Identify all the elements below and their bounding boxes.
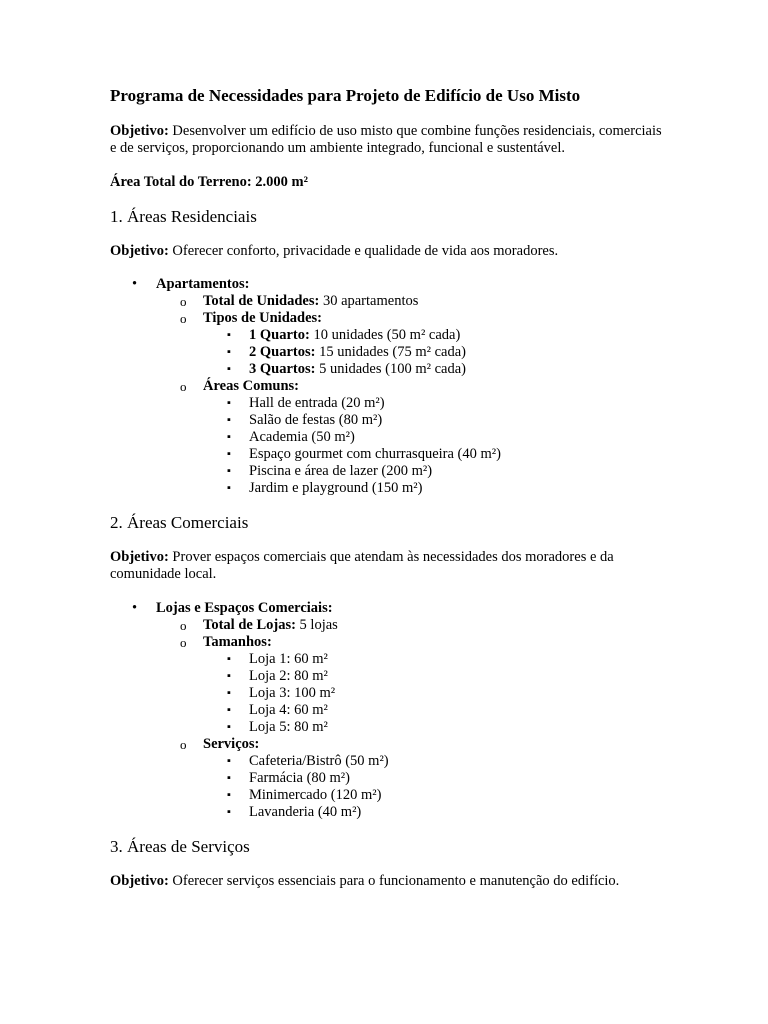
square-bullet-icon: ▪: [227, 397, 231, 409]
section-heading: 3. Áreas de Serviços: [110, 837, 250, 856]
square-bullet-icon: ▪: [227, 687, 231, 699]
item-text: Hall de entrada (20 m²): [249, 395, 385, 411]
circle-bullet-icon: o: [180, 635, 187, 650]
bullet-list: [110, 276, 670, 497]
square-bullet-icon: ▪: [227, 431, 231, 443]
objective-label: Objetivo:: [110, 549, 169, 565]
section-heading: 1. Áreas Residenciais: [110, 207, 257, 226]
circle-bullet-icon: o: [180, 618, 187, 633]
item-text: Jardim e playground (150 m²): [249, 480, 423, 496]
document-content: [110, 86, 670, 890]
square-bullet-icon: ▪: [227, 448, 231, 460]
list-item: [203, 480, 670, 497]
list-item: [203, 719, 670, 736]
list-item: [156, 736, 670, 821]
section-residenciais: [110, 207, 670, 497]
item-label: 2 Quartos:: [249, 344, 316, 360]
objective-label: Objetivo:: [110, 873, 169, 889]
section-heading: 2. Áreas Comerciais: [110, 513, 249, 532]
sub-list: [156, 293, 670, 497]
list-item: [156, 617, 670, 634]
square-bullet-icon: ▪: [227, 482, 231, 494]
list-item: [203, 787, 670, 804]
list-item: [203, 668, 670, 685]
item-text: Minimercado (120 m²): [249, 787, 382, 803]
bullet-list: [110, 600, 670, 821]
item-text: Loja 1: 60 m²: [249, 651, 328, 667]
item-text: Salão de festas (80 m²): [249, 412, 383, 428]
square-bullet-icon: ▪: [227, 670, 231, 682]
item-text: Loja 2: 80 m²: [249, 668, 328, 684]
square-bullet-icon: ▪: [227, 414, 231, 426]
list-item: [203, 463, 670, 480]
section-objective: [110, 873, 670, 890]
list-item: [203, 702, 670, 719]
group-title: Apartamentos:: [156, 276, 250, 292]
item-text: Farmácia (80 m²): [249, 770, 350, 786]
list-item: [203, 412, 670, 429]
section-objective: [110, 243, 670, 260]
square-bullet-icon: ▪: [227, 329, 231, 341]
list-item: [156, 310, 670, 378]
list-item: [203, 685, 670, 702]
square-bullet-icon: ▪: [227, 755, 231, 767]
section-objective: [110, 549, 670, 583]
sub-sub-list: [203, 753, 670, 821]
item-label: Total de Unidades:: [203, 293, 320, 309]
item-text: Espaço gourmet com churrasqueira (40 m²): [249, 446, 501, 462]
sub-list: [156, 617, 670, 821]
item-text: Loja 3: 100 m²: [249, 685, 336, 701]
square-bullet-icon: ▪: [227, 772, 231, 784]
square-bullet-icon: ▪: [227, 465, 231, 477]
square-bullet-icon: ▪: [227, 346, 231, 358]
item-text: Academia (50 m²): [249, 429, 355, 445]
item-text: Cafeteria/Bistrô (50 m²): [249, 753, 389, 769]
list-item: [156, 634, 670, 736]
list-item: [110, 600, 670, 821]
item-label: 1 Quarto:: [249, 327, 310, 343]
list-item: [203, 804, 670, 821]
item-text: 30 apartamentos: [319, 293, 419, 309]
objective-text: Oferecer serviços essenciais para o funcionamento e manutenção do edifício.: [168, 873, 620, 889]
item-label: 3 Quartos:: [249, 361, 316, 377]
list-item: [203, 753, 670, 770]
item-label: Tipos de Unidades:: [203, 310, 322, 326]
list-item: [203, 327, 670, 344]
list-item: [203, 344, 670, 361]
sub-sub-list: [203, 327, 670, 378]
section-servicos: [110, 837, 670, 890]
item-text: 15 unidades (75 m² cada): [315, 344, 466, 360]
area-total-text: Área Total do Terreno: 2.000 m²: [110, 174, 308, 190]
intro-objective: [110, 123, 670, 157]
item-text: Lavanderia (40 m²): [249, 804, 362, 820]
circle-bullet-icon: o: [180, 737, 187, 752]
square-bullet-icon: ▪: [227, 789, 231, 801]
list-item: [203, 395, 670, 412]
square-bullet-icon: ▪: [227, 363, 231, 375]
item-text: Piscina e área de lazer (200 m²): [249, 463, 433, 479]
area-total: [110, 174, 670, 191]
objective-text: Prover espaços comerciais que atendam às necessidades dos moradores e da comunidade local.: [110, 549, 614, 582]
sub-sub-list: [203, 395, 670, 497]
list-item: [203, 770, 670, 787]
sub-sub-list: [203, 651, 670, 736]
square-bullet-icon: ▪: [227, 704, 231, 716]
bullet-icon: •: [132, 600, 138, 616]
square-bullet-icon: ▪: [227, 653, 231, 665]
list-item: [156, 378, 670, 497]
square-bullet-icon: ▪: [227, 721, 231, 733]
item-text: 10 unidades (50 m² cada): [309, 327, 461, 343]
item-text: 5 unidades (100 m² cada): [315, 361, 466, 377]
square-bullet-icon: ▪: [227, 806, 231, 818]
list-item: [110, 276, 670, 497]
item-label: Total de Lojas:: [203, 617, 296, 633]
list-item: [203, 651, 670, 668]
list-item: [156, 293, 670, 310]
circle-bullet-icon: o: [180, 379, 187, 394]
item-text: Loja 4: 60 m²: [249, 702, 328, 718]
item-label: Áreas Comuns:: [203, 378, 299, 394]
section-comerciais: [110, 513, 670, 821]
objective-text: Oferecer conforto, privacidade e qualidade de vida aos moradores.: [168, 243, 559, 259]
item-label: Tamanhos:: [203, 634, 272, 650]
list-item: [203, 361, 670, 378]
intro-objective-label: Objetivo:: [110, 123, 169, 139]
item-text: Loja 5: 80 m²: [249, 719, 328, 735]
item-label: Serviços:: [203, 736, 260, 752]
objective-label: Objetivo:: [110, 243, 169, 259]
item-text: 5 lojas: [295, 617, 338, 633]
list-item: [203, 429, 670, 446]
intro-objective-text: Desenvolver um edifício de uso misto que combine funções residenciais, comerciais e de serviços, proporcionando um ambiente integrado, funcional e sustentável.: [110, 123, 662, 156]
circle-bullet-icon: o: [180, 294, 187, 309]
list-item: [203, 446, 670, 463]
circle-bullet-icon: o: [180, 311, 187, 326]
document-title: Programa de Necessidades para Projeto de Edifício de Uso Misto: [110, 86, 581, 105]
group-title: Lojas e Espaços Comerciais:: [156, 600, 333, 616]
bullet-icon: •: [132, 276, 138, 292]
